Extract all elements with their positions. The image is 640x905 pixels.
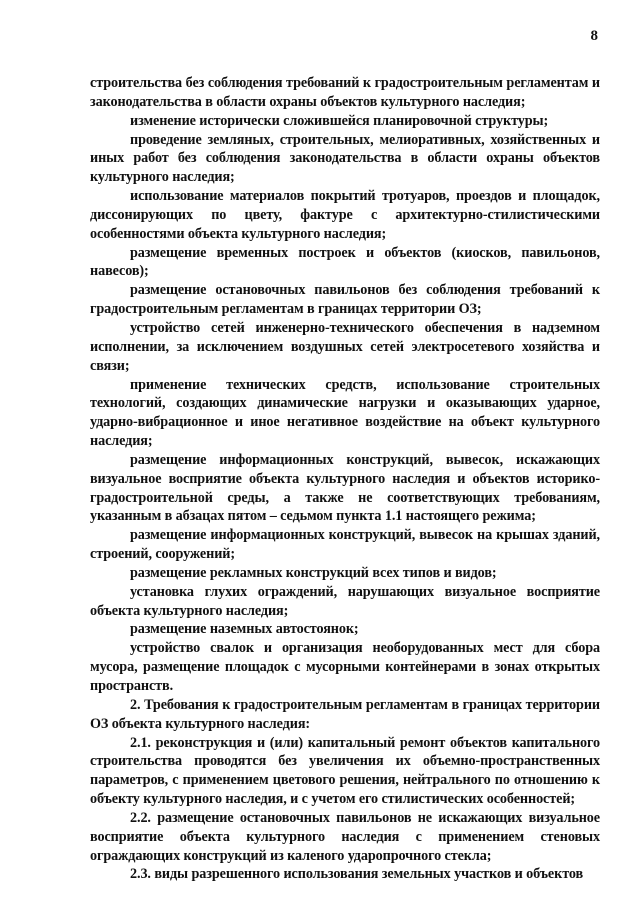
- paragraph: размещение временных построек и объектов (киосков, павильонов, навесов);: [90, 244, 600, 280]
- paragraph: 2. Требования к градостроительным регламентам в границах территории ОЗ объекта культурного наследия:: [90, 696, 600, 732]
- paragraph: размещение информационных конструкций, вывесок, искажающих визуальное восприятие объекта культурного наследия и объектов историко-градостроительной среды, а также не соответствующих требованиям, указанным в абзацах пятом – седьмом пункта 1.1 настоящего режима;: [90, 451, 600, 525]
- paragraph: строительства без соблюдения требований к градостроительным регламентам и законодательства в области охраны объектов культурного наследия;: [90, 75, 600, 110]
- paragraph: использование материалов покрытий тротуаров, проездов и площадок, диссонирующих по цвету, фактуре с архитектурно-стилистическими особенностями объекта культурного наследия;: [90, 188, 600, 242]
- paragraph: размещение наземных автостоянок;: [130, 621, 359, 638]
- paragraph: изменение исторически сложившейся планировочной структуры;: [130, 112, 549, 129]
- paragraph: установка глухих ограждений, нарушающих визуальное восприятие объекта культурного наследия;: [90, 583, 600, 619]
- paragraph: размещение рекламных конструкций всех типов и видов;: [130, 564, 497, 581]
- page-number: 8: [590, 28, 598, 44]
- paragraph: 2.1. реконструкция и (или) капитальный ремонт объектов капитального строительства проводятся без увеличения их объемно-пространственных параметров, с применением цветового решения, нейтрального по отношению к объекту культурного наследия, и с учетом его стилистических особенностей;: [90, 734, 600, 808]
- paragraph: размещение информационных конструкций, вывесок на крышах зданий, строений, сооружений;: [90, 527, 600, 563]
- paragraph: 2.3. виды разрешенного использования земельных участков и объектов: [130, 866, 584, 883]
- paragraph: размещение остановочных павильонов без соблюдения требований к градостроительным регламентам в границах территории ОЗ;: [90, 282, 600, 318]
- paragraph: устройство сетей инженерно-технического обеспечения в надземном исполнении, за исключением воздушных сетей электросетевого хозяйства и связи;: [90, 319, 600, 374]
- paragraph: применение технических средств, использование строительных технологий, создающих динамические нагрузки и оказывающих ударное, ударно-вибрационное и иное негативное воздействие на объект культурного наследия;: [90, 376, 600, 450]
- paragraph: устройство свалок и организация необорудованных мест для сбора мусора, размещение площадок с мусорными контейнерами в зонах открытых пространств.: [90, 640, 600, 694]
- paragraph: 2.2. размещение остановочных павильонов не искажающих визуальное восприятие объекта культурного наследия с применением стеновых ограждающих конструкций из каленого ударопрочного стекла;: [90, 809, 600, 864]
- document-body: [90, 74, 600, 884]
- paragraph: проведение земляных, строительных, мелиоративных, хозяйственных и иных работ без соблюдения законодательства в области охраны объектов культурного наследия;: [90, 131, 600, 186]
